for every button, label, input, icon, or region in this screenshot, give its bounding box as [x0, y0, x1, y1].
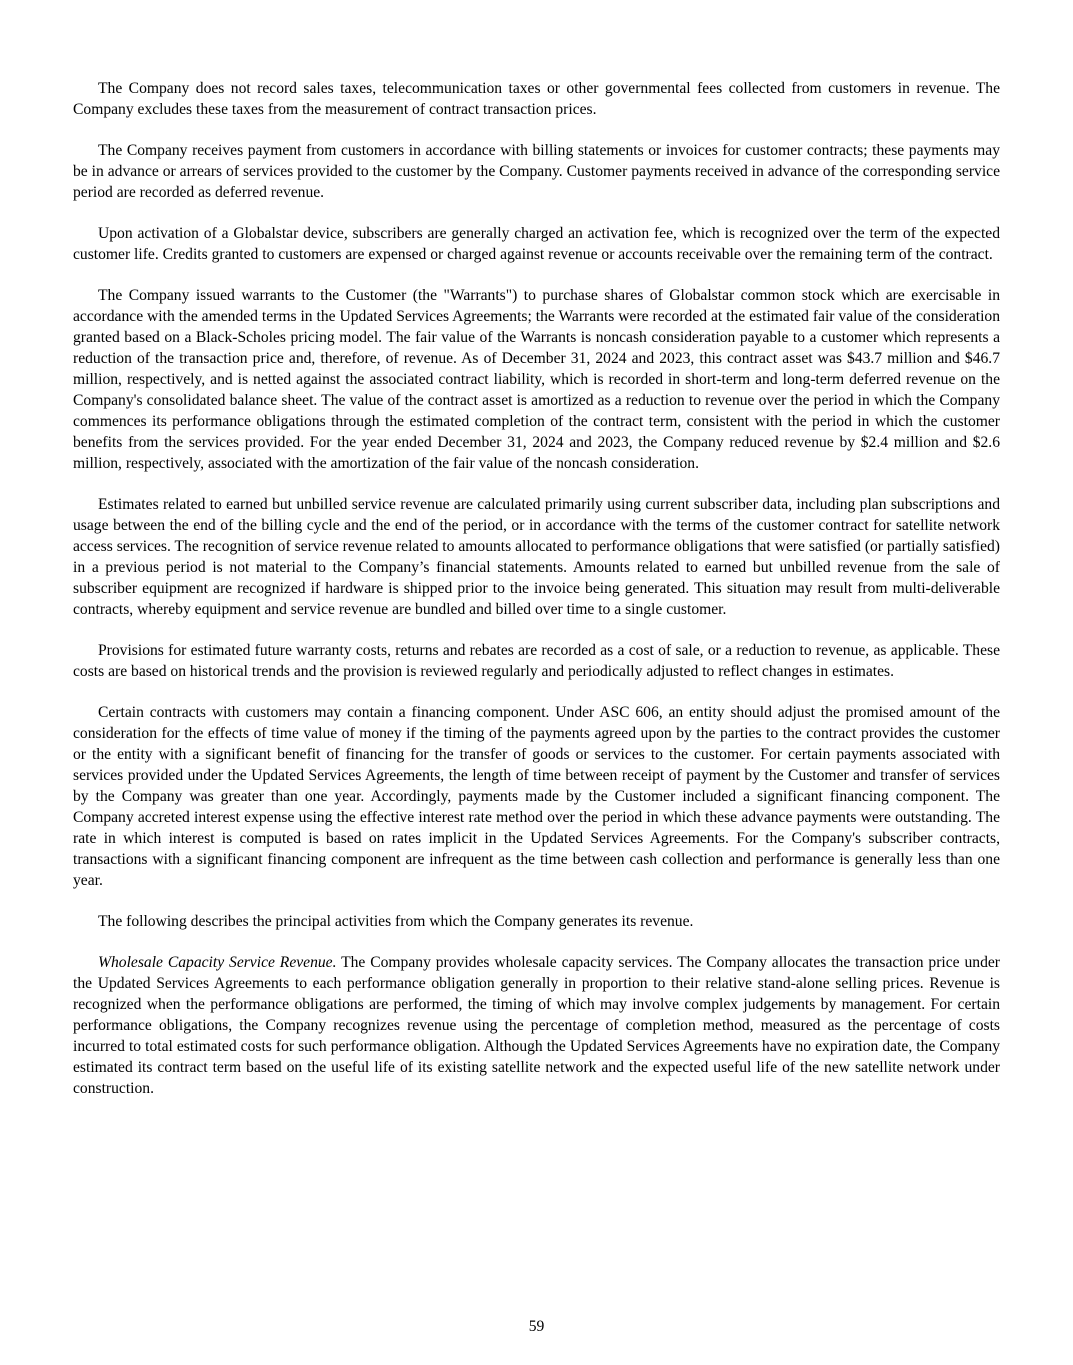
paragraph-text: The Company provides wholesale capacity services. The Company allocates the transaction price under the Updated Services Agreements to each performance obligation generally in proportion to their relative stand-alone selling prices. Revenue is recognized when the performance obligations are performed, the timing of which may involve complex judgements by management. For certain performance obligations, the Company recognizes revenue using the percentage of completion method, measured as the percentage of costs incurred to total estimated costs for such performance obligation. Although the Updated Services Agreements have no expiration date, the Company estimated its contract term based on the useful life of its existing satellite network and the expected useful life of the new satellite network under construction. [73, 954, 1000, 1097]
paragraph-wholesale-capacity [73, 952, 1000, 1099]
paragraph-principal-activities [73, 911, 1000, 932]
paragraph-text: The Company receives payment from customers in accordance with billing statements or invoices for customer contracts; these payments may be in advance or arrears of services provided to the customer by the Company. Customer payments received in advance of the corresponding service period are recorded as deferred revenue. [73, 142, 1000, 201]
paragraph-warrants [73, 285, 1000, 474]
paragraph-text: The Company does not record sales taxes, telecommunication taxes or other governmental fees collected from customers in revenue. The Company excludes these taxes from the measurement of contract transaction prices. [73, 80, 1000, 118]
paragraph-text: The Company issued warrants to the Customer (the "Warrants") to purchase shares of Globalstar common stock which are exercisable in accordance with the amended terms in the Updated Services Agreements; the Warrants were recorded at the estimated fair value of the consideration granted based on a Black-Scholes pricing model. The fair value of the Warrants is noncash consideration payable to a customer which represents a reduction of the transaction price and, therefore, of revenue. As of December 31, 2024 and 2023, this contract asset was $43.7 million and $46.7 million, respectively, and is netted against the associated contract liability, which is recorded in short-term and long-term deferred revenue on the Company's consolidated balance sheet. The value of the contract asset is amortized as a reduction to revenue over the period in which the Company commences its performance obligations through the estimated completion of the contract term, consistent with the period in which the customer benefits from the services provided. For the year ended December 31, 2024 and 2023, the Company reduced revenue by $2.4 million and $2.6 million, respectively, associated with the amortization of the fair value of the noncash consideration. [73, 287, 1000, 472]
paragraph-text: Certain contracts with customers may contain a financing component. Under ASC 606, an entity should adjust the promised amount of the consideration for the effects of time value of money if the timing of the payments agreed upon by the parties to the contract provides the customer or the entity with a significant benefit of financing for the transfer of goods or services to the customer. For certain payments associated with services provided under the Updated Services Agreements, the length of time between receipt of payment by the Customer and transfer of services by the Company was greater than one year. Accordingly, payments made by the Customer included a significant financing component. The Company accreted interest expense using the effective interest rate method over the period in which these advance payments were outstanding. The rate in which interest is computed is based on rates implicit in the Updated Services Agreements. For the Company's subscriber contracts, transactions with a significant financing component are infrequent as the time between cash collection and performance is generally less than one year. [73, 704, 1000, 889]
paragraph-text: The following describes the principal activities from which the Company generates its revenue. [98, 913, 694, 930]
paragraph-text: Estimates related to earned but unbilled service revenue are calculated primarily using current subscriber data, including plan subscriptions and usage between the end of the billing cycle and the end of the period, or in accordance with the terms of the customer contract for satellite network access services. The recognition of service revenue related to amounts allocated to performance obligations that were satisfied (or partially satisfied) in a previous period is not material to the Company’s financial statements. Amounts related to earned but unbilled revenue from the sale of subscriber equipment are recognized if hardware is shipped prior to the invoice being generated. This situation may result from multi-deliverable contracts, whereby equipment and service revenue are bundled and billed over time to a single customer. [73, 496, 1000, 618]
document-body [73, 78, 1000, 1119]
paragraph-warranty-provisions [73, 640, 1000, 682]
paragraph-financing-component [73, 702, 1000, 891]
paragraph-payments [73, 140, 1000, 203]
paragraph-sales-taxes [73, 78, 1000, 120]
paragraph-text: Upon activation of a Globalstar device, subscribers are generally charged an activation fee, which is recognized over the term of the expected customer life. Credits granted to customers are expensed or charged against revenue or accounts receivable over the remaining term of the contract. [73, 225, 1000, 263]
paragraph-activation-fee [73, 223, 1000, 265]
paragraph-text: Provisions for estimated future warranty costs, returns and rebates are recorded as a cost of sale, or a reduction to revenue, as applicable. These costs are based on historical trends and the provision is reviewed regularly and periodically adjusted to reflect changes in estimates. [73, 642, 1000, 680]
page-number: 59 [528, 1318, 545, 1335]
paragraph-unbilled-revenue [73, 494, 1000, 620]
paragraph-lead: Wholesale Capacity Service Revenue. [98, 954, 337, 971]
